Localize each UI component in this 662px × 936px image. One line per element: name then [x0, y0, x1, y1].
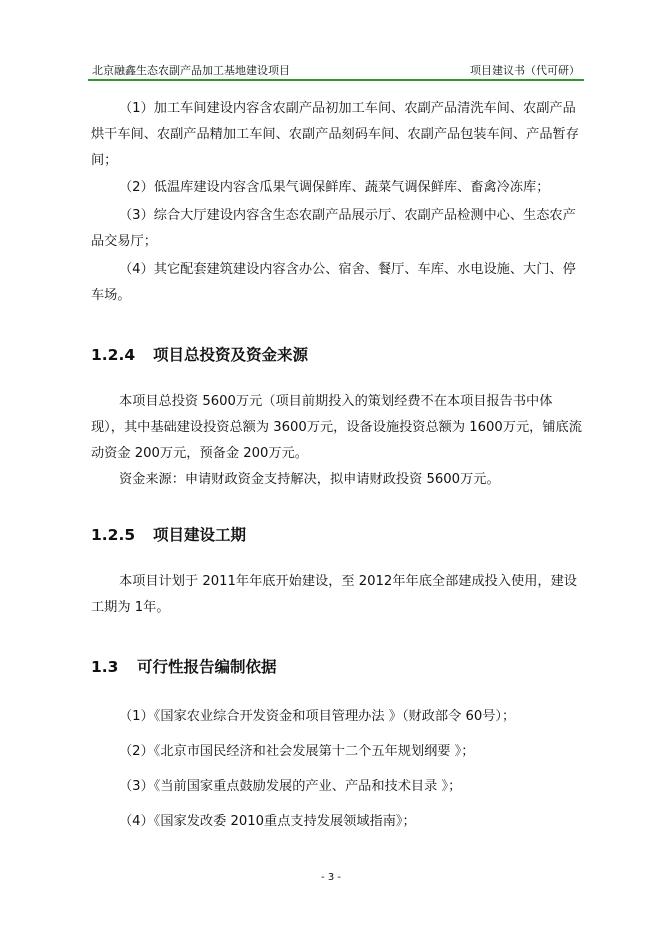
- section-number: 1.2.5: [91, 526, 136, 544]
- header-title: 北京融鑫生态农副产品加工基地建设项目: [92, 64, 290, 77]
- list-item: （3）《当前国家重点鼓励发展的产业、产品和技术目录 》；: [119, 779, 462, 794]
- list-item: （1）加工车间建设内容含农副产品初加工车间、农副产品清洗车间、农副产品烘干车间、农副产品精加工车间、农副产品刻码车间、农副产品包装车间、产品暂存间；: [91, 101, 579, 168]
- list-item: （3）综合大厅建设内容含生态农副产品展示厅、农副产品检测中心、生态农产品交易厅；: [91, 208, 576, 249]
- list-item: （1）《国家农业综合开发资金和项目管理办法 》（财政部令 60号）；: [119, 709, 516, 724]
- header-doc-type: 项目建议书（代可研）: [470, 64, 580, 77]
- section-title: 项目建设工期: [153, 526, 247, 544]
- section-heading-1-3: [91, 655, 583, 679]
- section-number: 1.2.4: [91, 346, 136, 364]
- section-heading-1-2-5: [91, 523, 583, 547]
- list-item: （2）《北京市国民经济和社会发展第十二个五年规划纲要 》；: [119, 744, 475, 759]
- document-body: [91, 96, 583, 835]
- section-heading-1-2-4: [91, 343, 583, 367]
- paragraph: 本项目计划于 2011年年底开始建设，至 2012年年底全部建成投入使用，建设工期为 1年。: [91, 574, 577, 615]
- list-item: （4）《国家发改委 2010重点支持发展领域指南》；: [119, 814, 416, 829]
- section-number: 1.3: [91, 658, 119, 676]
- list-item: （4）其它配套建筑建设内容含办公、宿舍、餐厅、车库、水电设施、大门、停车场。: [91, 262, 576, 303]
- section-title: 可行性报告编制依据: [137, 658, 277, 676]
- paragraph: 资金来源：申请财政资金支持解决，拟申请财政投资 5600万元。: [119, 472, 500, 487]
- section-title: 项目总投资及资金来源: [153, 346, 309, 364]
- list-item: （2）低温库建设内容含瓜果气调保鲜库、蔬菜气调保鲜库、畜禽冷冻库；: [119, 180, 550, 195]
- paragraph: 本项目总投资 5600万元（项目前期投入的策划经费不在本项目报告书中体现），其中基础建设投资总额为 3600万元，设备设施投资总额为 1600万元，铺底流动资金 200万元，预备金 200万元。: [91, 394, 582, 461]
- header-rule: [88, 79, 584, 81]
- page-number: - 3 -: [321, 872, 341, 883]
